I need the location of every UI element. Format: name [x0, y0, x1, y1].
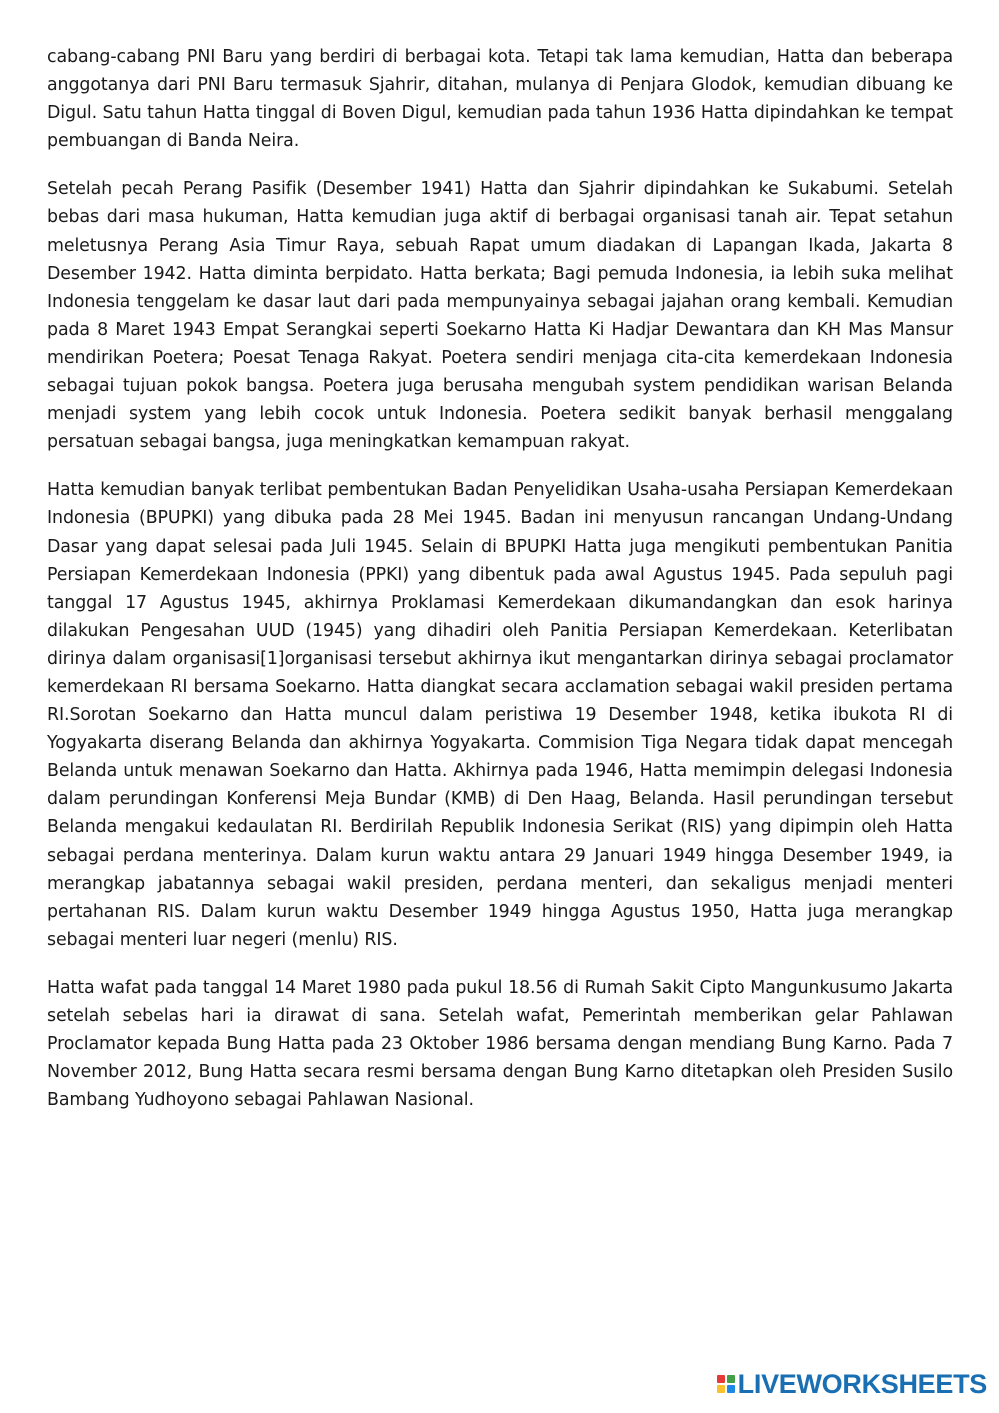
logo-square-green: [727, 1375, 735, 1383]
logo-square-red: [717, 1375, 725, 1383]
liveworksheets-logo-icon: [717, 1375, 735, 1393]
liveworksheets-logo[interactable]: [717, 1367, 987, 1401]
paragraph-2: Setelah pecah Perang Pasifik (Desember 1941) Hatta dan Sjahrir dipindahkan ke Sukabumi. Setelah bebas dari masa hukuman, Hatta kemudian juga aktif di berbagai organisasi tanah air. Tepat setahun meletusnya Perang Asia Timur Raya, sebuah Rapat umum diadakan di Lapangan Ikada, Jakarta 8 Desember 1942. Hatta diminta berpidato. Hatta berkata; Bagi pemuda Indonesia, ia lebih suka melihat Indonesia tenggelam ke dasar laut dari pada mempunyainya sebagai jajahan orang kembali. Kemudian pada 8 Maret 1943 Empat Serangkai seperti Soekarno Hatta Ki Hadjar Dewantara dan KH Mas Mansur mendirikan Poetera; Poesat Tenaga Rakyat. Poetera sendiri menjaga cita-cita kemerdekaan Indonesia sebagai tujuan pokok bangsa. Poetera juga berusaha mengubah system pendidikan warisan Belanda menjadi system yang lebih cocok untuk Indonesia. Poetera sedikit banyak berhasil menggalang persatuan sebagai bangsa, juga meningkatkan kemampuan rakyat.: [47, 179, 953, 453]
logo-square-yellow: [717, 1385, 725, 1393]
paragraph-4: Hatta wafat pada tanggal 14 Maret 1980 pada pukul 18.56 di Rumah Sakit Cipto Mangunkusumo Jakarta setelah sebelas hari ia dirawat di sana. Setelah wafat, Pemerintah memberikan gelar Pahlawan Proclamator kepada Bung Hatta pada 23 Oktober 1986 bersama dengan mendiang Bung Karno. Pada 7 November 2012, Bung Hatta secara resmi bersama dengan Bung Karno ditetapkan oleh Presiden Susilo Bambang Yudhoyono sebagai Pahlawan Nasional.: [47, 977, 953, 1111]
paragraph-3: Hatta kemudian banyak terlibat pembentukan Badan Penyelidikan Usaha-usaha Persiapan Kemerdekaan Indonesia (BPUPKI) yang dibuka pada 28 Mei 1945. Badan ini menyusun rancangan Undang-Undang Dasar yang dapat selesai pada Juli 1945. Selain di BPUPKI Hatta juga mengikuti pembentukan Panitia Persiapan Kemerdekaan Indonesia (PPKI) yang dibentuk pada awal Agustus 1945. Pada sepuluh pagi tanggal 17 Agustus 1945, akhirnya Proklamasi Kemerdekaan dikumandangkan dan esok harinya dilakukan Pengesahan UUD (1945) yang dihadiri oleh Panitia Persiapan Kemerdekaan. Keterlibatan dirinya dalam organisasi[1]organisasi tersebut akhirnya ikut mengantarkan dirinya sebagai proclamator kemerdekaan RI bersama Soekarno. Hatta diangkat secara acclamation sebagai wakil presiden pertama RI.Sorotan Soekarno dan Hatta muncul dalam peristiwa 19 Desember 1948, ketika ibukota RI di Yogyakarta diserang Belanda dan akhirnya Yogyakarta. Commision Tiga Negara tidak dapat mencegah Belanda untuk menawan Soekarno dan Hatta. Akhirnya pada 1946, Hatta memimpin delegasi Indonesia dalam perundingan Konferensi Meja Bundar (KMB) di Den Haag, Belanda. Hasil perundingan tersebut Belanda mengakui kedaulatan RI. Berdirilah Republik Indonesia Serikat (RIS) yang dipimpin oleh Hatta sebagai perdana menterinya. Dalam kurun waktu antara 29 Januari 1949 hingga Desember 1949, ia merangkap jabatannya sebagai wakil presiden, perdana menteri, dan sekaligus menjadi menteri pertahanan RIS. Dalam kurun waktu Desember 1949 hingga Agustus 1950, Hatta juga merangkap sebagai menteri luar negeri (menlu) RIS.: [47, 480, 953, 950]
logo-text: LIVEWORKSHEETS: [737, 1368, 987, 1399]
paragraph-1: cabang-cabang PNI Baru yang berdiri di berbagai kota. Tetapi tak lama kemudian, Hatta dan beberapa anggotanya dari PNI Baru termasuk Sjahrir, ditahan, mulanya di Penjara Glodok, kemudian dibuang ke Digul. Satu tahun Hatta tinggal di Boven Digul, kemudian pada tahun 1936 Hatta dipindahkan ke tempat pembuangan di Banda Neira.: [47, 47, 953, 152]
document-body: [47, 43, 953, 1134]
logo-square-blue: [727, 1385, 735, 1393]
